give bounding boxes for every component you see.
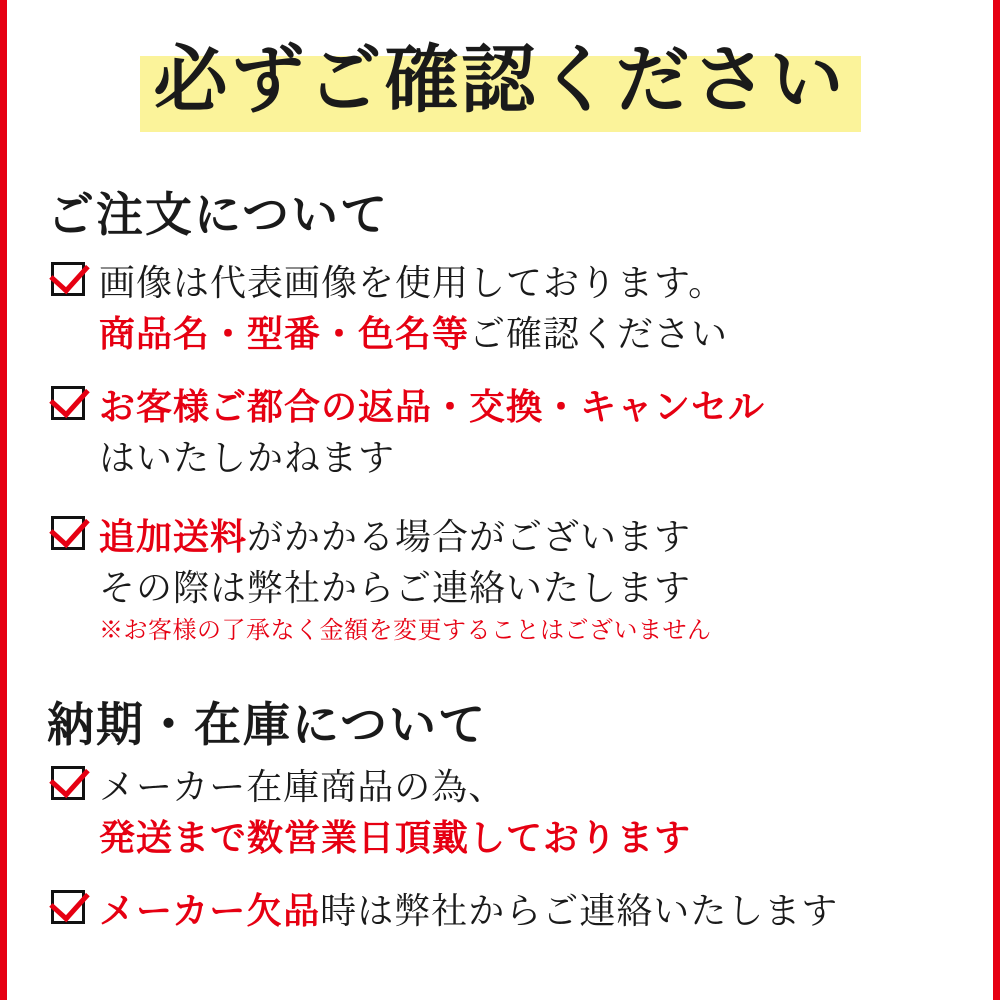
list-item-note: ※お客様の了承なく金額を変更することはございません (99, 616, 712, 645)
title-highlight (140, 34, 861, 127)
list-item-lines (99, 258, 963, 360)
list-item (51, 762, 963, 864)
checkmark-icon (51, 386, 85, 420)
list-item-line: お客様ご都合の返品・交換・キャンセル (99, 386, 766, 428)
list-item-line: 画像は代表画像を使用しております。 (99, 263, 726, 304)
list-item-line-rest: ご確認ください (469, 314, 729, 356)
list-item (51, 258, 963, 360)
emphasis-text: メーカー欠品 (99, 890, 321, 932)
list-item-lines (99, 762, 963, 864)
checkmark-icon (51, 890, 85, 924)
emphasis-text: 商品名・型番・色名等 (99, 313, 470, 356)
content-area (7, 0, 993, 1000)
checkmark-icon (51, 262, 85, 296)
list-item-lines (99, 886, 963, 937)
checkmark-icon (51, 766, 85, 800)
emphasis-text: 追加送料 (99, 516, 248, 558)
list-item (51, 382, 963, 484)
right-red-border (993, 0, 1000, 1000)
list-item-line (99, 309, 963, 360)
list-item-line (99, 886, 963, 937)
list-item-line (99, 512, 963, 563)
list-item-line: はいたしかねます (99, 438, 396, 480)
checkmark-icon (51, 516, 85, 550)
list-item-line: その際は弊社からご連絡いたします (99, 568, 692, 610)
section-heading-order: ご注文について (47, 188, 390, 243)
list-item-line: 発送まで数営業日頂戴しております (99, 817, 692, 860)
list-item-lines (99, 382, 963, 484)
list-item-lines (99, 512, 963, 614)
list-item-line: メーカー在庫商品の為、 (99, 767, 506, 808)
section-heading-stock: 納期・在庫について (47, 698, 488, 753)
title-text: 必ずご確認ください (153, 37, 847, 123)
list-item (51, 886, 963, 937)
list-item-line-rest: がかかる場合がございます (247, 517, 692, 558)
list-item (51, 512, 963, 648)
left-red-border (0, 0, 7, 1000)
page-title (7, 34, 993, 127)
list-item-line-rest: 時は弊社からご連絡いたします (320, 891, 839, 932)
